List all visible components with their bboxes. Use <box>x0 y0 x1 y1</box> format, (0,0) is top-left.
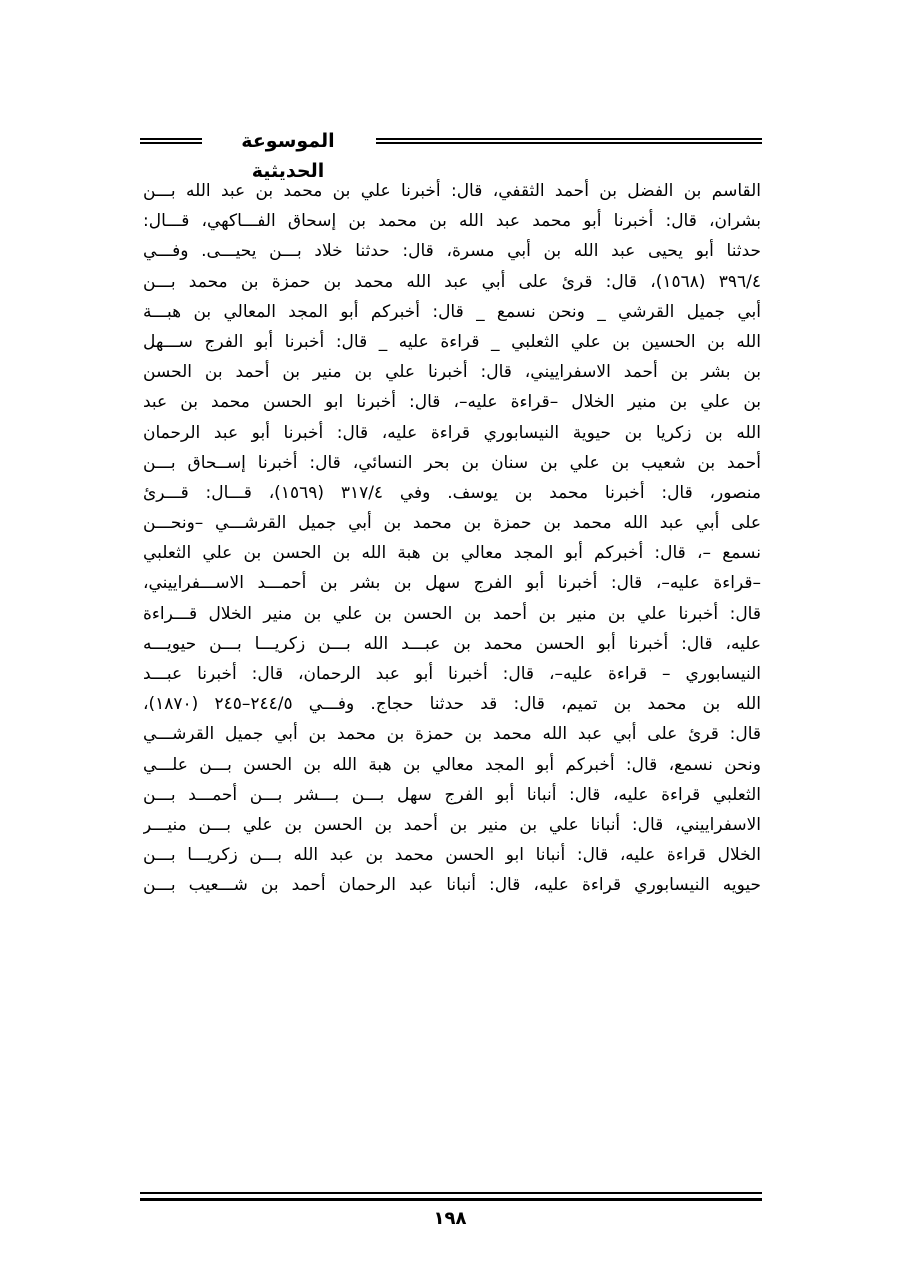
text-line: الاسفراييني، قال: أنبانا علي بن منير بن أحمد بن الحسن بن علي بـــن منيـــر <box>143 814 761 835</box>
text-line: حيويه النيسابوري قراءة عليه، قال: أنبانا عبد الرحمان أحمد بن شـــعيب بـــن <box>143 875 761 896</box>
body-text <box>143 176 761 901</box>
header-title: الموسوعة الحديثية <box>241 130 335 182</box>
header-rule-right <box>376 138 762 144</box>
text-line: نسمع –، قال: أخبركم أبو المجد معالي بن هبة الله بن الحسن بن علي الثعلبي <box>143 543 761 564</box>
text-line: الله بن محمد بن تميم، قال: قد حدثنا حجاج. وفـــي ٢٤٤/٥–٢٤٥ (١٨٧٠)، <box>143 694 761 715</box>
text-line: النيسابوري – قراءة عليه–، قال: أخبرنا أبو عبد الرحمان، قال: أخبرنا عبـــد <box>143 664 761 684</box>
text-line: بشران، قال: أخبرنا أبو محمد عبد الله بن محمد بن إسحاق الفـــاكهي، قـــال: <box>143 211 761 232</box>
text-line: منصور، قال: أخبرنا محمد بن يوسف. وفي ٣١٧/٤ (١٥٦٩)، قـــال: قـــرئ <box>143 482 761 503</box>
text-line: الخلال قراءة عليه، قال: أنبانا ابو الحسن محمد بن عبد الله بـــن زكريـــا بـــن <box>143 845 761 866</box>
text-line: على أبي عبد الله محمد بن حمزة بن محمد بن أبي جميل القرشـــي –ونحـــن <box>143 513 761 534</box>
text-line: القاسم بن الفضل بن أحمد الثقفي، قال: أخبرنا علي بن محمد بن عبد الله بـــن <box>143 181 761 201</box>
footer-rule-thick <box>140 1198 762 1201</box>
text-line: الله بن زكريا بن حيوية النيسابوري قراءة عليه، قال: أخبرنا أبو عبد الرحمان <box>143 422 761 443</box>
text-line: بن بشر بن أحمد الاسفراييني، قال: أخبرنا علي بن منير بن أحمد بن الحسن <box>143 362 761 383</box>
text-line: أبي جميل القرشي _ ونحن نسمع _ قال: أخبركم أبو المجد المعالي بن هبـــة <box>143 301 761 322</box>
text-line: ٣٩٦/٤ (١٥٦٨)، قال: قرئ على أبي عبد الله محمد بن حمزة بن محمد بـــن <box>143 271 761 292</box>
text-line: قال: قرئ على أبي عبد الله محمد بن حمزة بن محمد بن أبي جميل القرشـــي <box>143 724 761 745</box>
text-line: بن علي بن منير الخلال –قراءة عليه–، قال: أخبرنا ابو الحسن محمد بن عبد <box>143 392 761 413</box>
text-line: قال: أخبرنا علي بن منير بن أحمد بن الحسن بن علي بن منير الخلال قـــراءة <box>143 603 761 624</box>
text-line: أحمد بن شعيب بن علي بن سنان بن بحر النسائي، قال: أخبرنا إســحاق بـــن <box>143 452 761 473</box>
footer-rule-thin <box>140 1192 762 1194</box>
page-header <box>140 126 762 182</box>
header-rule-left <box>140 138 202 144</box>
text-line: –قراءة عليه–، قال: أخبرنا أبو الفرج سهل بن بشر بن أحمـــد الاســـفراييني، <box>143 573 761 594</box>
text-line: الله بن الحسين بن علي الثعلبي _ قراءة عليه _ قال: أخبرنا أبو الفرج ســـهل <box>143 331 761 352</box>
page-number: ١٩٨ <box>433 1208 467 1229</box>
text-line: الثعلبي قراءة عليه، قال: أنبانا أبو الفرج سهل بـــن بـــشر بـــن أحمـــد بـــن <box>143 784 761 805</box>
text-line: عليه، قال: أخبرنا أبو الحسن محمد بن عبـــد الله بـــن زكريـــا بـــن حيويـــه <box>143 633 761 654</box>
text-line: ونحن نسمع، قال: أخبركم أبو المجد معالي بن هبة الله بن الحسن بـــن علـــي <box>143 754 761 775</box>
text-line: حدثنا أبو يحيى عبد الله بن أبي مسرة، قال: حدثنا خلاد بـــن يحيـــى. وفـــي <box>143 241 761 262</box>
